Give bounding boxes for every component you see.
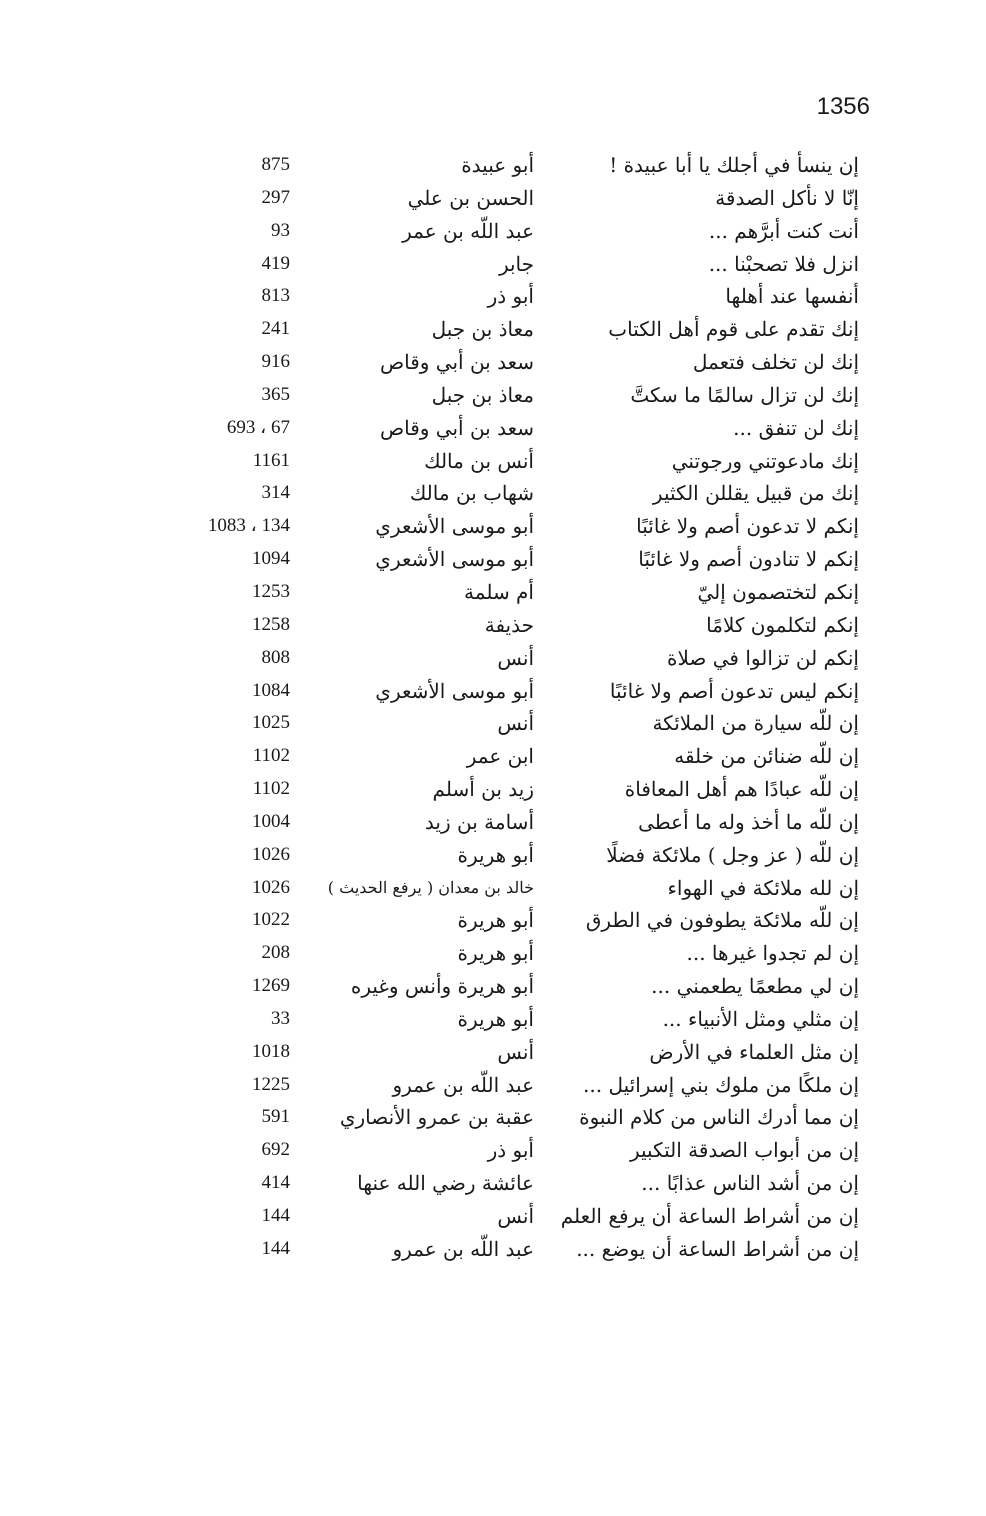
- page-reference: 1004: [252, 810, 290, 832]
- hadith-text: إنك لن تزال سالمًا ما سكتَّ: [630, 382, 859, 407]
- page-reference: 591: [261, 1106, 290, 1128]
- page-reference: 33: [271, 1007, 290, 1029]
- narrator-name: معاذ بن جبل: [431, 382, 534, 407]
- narrator-name: جابر: [498, 251, 534, 276]
- narrator-name: أنس: [497, 711, 534, 736]
- hadith-text: إن لي مطعمًا يطعمني ...: [651, 974, 859, 999]
- hadith-text: أنت كنت أبرَّهم ...: [708, 218, 859, 243]
- page-reference: 1258: [252, 613, 290, 635]
- hadith-text: إن من أشراط الساعة أن يوضع ...: [576, 1236, 859, 1261]
- index-row: [150, 806, 872, 839]
- hadith-text: إن لله ملائكة في الهواء: [667, 875, 859, 900]
- narrator-name: سعد بن أبي وقاص: [379, 415, 534, 440]
- narrator-name: أبو هريرة: [457, 842, 534, 867]
- hadith-text: إنكم لتختصمون إليّ: [697, 579, 859, 604]
- narrator-name: معاذ بن جبل: [431, 317, 534, 342]
- page-reference: 875: [261, 154, 290, 175]
- index-row: [150, 773, 872, 806]
- hadith-text: إن مما أدرك الناس من كلام النبوة: [579, 1105, 859, 1130]
- hadith-text: إنك من قبيل يقللن الكثير: [652, 481, 859, 506]
- narrator-name: أبو عبيدة: [461, 153, 534, 177]
- page-reference: 144: [261, 1237, 290, 1259]
- hadith-text: إن مثل العلماء في الأرض: [649, 1039, 859, 1064]
- index-row: [150, 1167, 872, 1200]
- hadith-text: إن للّه عبادًا هم أهل المعافاة: [624, 777, 859, 802]
- narrator-name: سعد بن أبي وقاص: [379, 350, 534, 375]
- index-row: [150, 904, 872, 937]
- hadith-text: إن للّه ( عز وجل ) ملائكة فضلًا: [606, 842, 859, 867]
- index-row: [150, 675, 872, 708]
- page-reference: 1269: [252, 975, 290, 997]
- hadith-text: إن مثلي ومثل الأنبياء ...: [662, 1006, 859, 1031]
- hadith-text: إن ملكًا من ملوك بني إسرائيل ...: [583, 1072, 859, 1097]
- index-row: [150, 707, 872, 740]
- narrator-name: أبو موسى الأشعري: [375, 547, 534, 572]
- hadith-text: إن ينسأ في أجلك يا أبا عبيدة !: [609, 153, 859, 177]
- page-reference: 241: [261, 318, 290, 340]
- index-row: [150, 1036, 872, 1069]
- hadith-text: إنك لن تنفق ...: [733, 415, 859, 440]
- hadith-text: إنكم ليس تدعون أصم ولا غائبًا: [609, 678, 859, 703]
- hadith-text: انزل فلا تصحبْنا ...: [708, 251, 859, 276]
- hadith-text: إن من أبواب الصدقة التكبير: [629, 1138, 859, 1163]
- page-reference: 1018: [252, 1040, 290, 1062]
- hadith-text: إنكم لن تزالوا في صلاة: [667, 645, 859, 670]
- page-reference: 916: [261, 351, 290, 373]
- page-reference: 414: [261, 1172, 290, 1194]
- page-reference: 1094: [252, 548, 290, 570]
- index-row: [150, 1069, 872, 1102]
- narrator-name: أنس: [497, 1039, 534, 1064]
- page-reference: 365: [261, 383, 290, 405]
- index-row: [150, 280, 872, 313]
- hadith-text: إن للّه ما أخذ وله ما أعطى: [638, 809, 859, 834]
- page-reference: 692: [261, 1139, 290, 1161]
- narrator-name: عبد اللّه بن عمرو: [392, 1072, 534, 1097]
- narrator-name: أبو هريرة: [457, 941, 534, 966]
- narrator-name: ابن عمر: [466, 744, 534, 769]
- narrator-name: عبد اللّه بن عمرو: [392, 1236, 534, 1261]
- index-row: [150, 477, 872, 510]
- narrator-name: خالد بن معدان ( يرفع الحديث ): [327, 877, 534, 897]
- page-reference: 1161: [252, 449, 290, 471]
- index-row: [150, 445, 872, 478]
- page-reference: 419: [261, 252, 290, 274]
- page-reference: 1225: [252, 1073, 290, 1095]
- narrator-name: زيد بن أسلم: [432, 777, 534, 802]
- narrator-name: عائشة رضي الله عنها: [357, 1171, 534, 1196]
- narrator-name: أنس بن مالك: [424, 448, 534, 473]
- index-row: [150, 970, 872, 1003]
- index-row: [150, 1134, 872, 1167]
- page-reference: 93: [271, 219, 290, 241]
- page-reference: 1253: [252, 580, 290, 602]
- page-reference: 1102: [252, 745, 290, 767]
- index-row: [150, 839, 872, 872]
- page-reference: 1026: [252, 843, 290, 865]
- page-reference: 1025: [252, 712, 290, 734]
- narrator-name: أبو موسى الأشعري: [375, 678, 534, 703]
- index-row: [150, 313, 872, 346]
- index-row: [150, 182, 872, 215]
- hadith-index-table: [150, 149, 872, 1266]
- narrator-name: الحسن بن علي: [407, 185, 534, 210]
- page-reference: 813: [261, 285, 290, 307]
- narrator-name: عبد اللّه بن عمر: [402, 218, 534, 243]
- narrator-name: عقبة بن عمرو الأنصاري: [339, 1105, 534, 1130]
- narrator-name: أبو ذر: [487, 1138, 534, 1163]
- narrator-name: أنس: [497, 1204, 534, 1228]
- narrator-name: أبو هريرة وأنس وغيره: [350, 974, 534, 999]
- index-row: [150, 346, 872, 379]
- index-row: [150, 248, 872, 281]
- index-row: [150, 642, 872, 675]
- hadith-text: إنك مادعوتني ورجوتني: [671, 448, 859, 473]
- index-row: [150, 1101, 872, 1134]
- hadith-text: أنفسها عند أهلها: [725, 284, 859, 309]
- index-row: [150, 740, 872, 773]
- hadith-text: إنكم لا تنادون أصم ولا غائبًا: [638, 547, 859, 572]
- hadith-text: إن للّه سيارة من الملائكة: [652, 711, 859, 736]
- hadith-text: إنكم لتكلمون كلامًا: [706, 612, 859, 637]
- hadith-text: إن من أشد الناس عذابًا ...: [641, 1171, 859, 1196]
- page-reference: 208: [261, 942, 290, 964]
- index-row: [150, 510, 872, 543]
- narrator-name: أبو موسى الأشعري: [375, 514, 534, 539]
- index-row: [150, 576, 872, 609]
- page-reference: 297: [261, 186, 290, 208]
- hadith-text: إن للّه ضنائن من خلقه: [674, 744, 859, 769]
- hadith-text: إنك لن تخلف فتعمل: [692, 350, 859, 375]
- index-row: [150, 543, 872, 576]
- index-row: [150, 872, 872, 905]
- index-row: [150, 1233, 872, 1266]
- narrator-name: حذيفة: [484, 612, 534, 637]
- narrator-name: شهاب بن مالك: [409, 481, 534, 506]
- page-reference: 144: [261, 1205, 290, 1226]
- index-row: [150, 379, 872, 412]
- page-number: 1356: [816, 93, 870, 120]
- hadith-text: إن من أشراط الساعة أن يرفع العلم: [560, 1204, 859, 1228]
- index-row: [150, 1003, 872, 1036]
- narrator-name: أسامة بن زيد: [424, 809, 534, 834]
- page-reference: 134 ، 1083: [207, 515, 290, 537]
- narrator-name: أنس: [497, 645, 534, 670]
- page-reference: 314: [261, 482, 290, 504]
- index-row: [150, 215, 872, 248]
- narrator-name: أم سلمة: [464, 579, 534, 604]
- index-row: [150, 412, 872, 445]
- index-row: [150, 937, 872, 970]
- hadith-text: إنكم لا تدعون أصم ولا غائبًا: [636, 514, 859, 539]
- page-reference: 1084: [252, 679, 290, 701]
- page-reference: 1102: [252, 778, 290, 800]
- hadith-text: إن للّه ملائكة يطوفون في الطرق: [585, 908, 859, 933]
- index-row: [150, 609, 872, 642]
- narrator-name: أبو هريرة: [457, 908, 534, 933]
- hadith-text: إنّا لا نأكل الصدقة: [715, 185, 859, 210]
- narrator-name: أبو هريرة: [457, 1006, 534, 1031]
- hadith-text: إنك تقدم على قوم أهل الكتاب: [608, 317, 859, 342]
- index-row: [150, 1200, 872, 1233]
- page-reference: 67 ، 693: [226, 416, 290, 438]
- index-row: [150, 149, 872, 182]
- narrator-name: أبو ذر: [487, 284, 534, 309]
- page-reference: 1026: [252, 876, 290, 898]
- page-reference: 808: [261, 646, 290, 668]
- page-reference: 1022: [252, 909, 290, 931]
- hadith-text: إن لم تجدوا غيرها ...: [686, 941, 859, 966]
